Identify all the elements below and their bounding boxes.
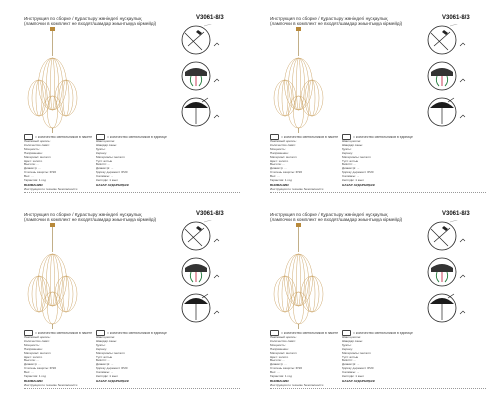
chandelier-illustration	[14, 222, 90, 332]
spec-line: Қуаты:	[96, 146, 106, 151]
assembly-steps	[174, 220, 230, 330]
spec-line: Кепілдік: 1 жыл	[96, 374, 118, 379]
warning-note: Инструкция по технике безопасности	[270, 383, 324, 388]
legend-right-label: = количество светильников в единице	[107, 330, 167, 335]
spec-line: Шамдар саны:	[96, 142, 117, 147]
spec-line: Высота: ...	[24, 162, 39, 167]
footer-rule	[24, 192, 240, 193]
legend-left-label: = количество светильников в пакете	[35, 330, 93, 335]
spec-line: Диаметр: ...	[24, 166, 41, 171]
spec-line: Цвет: золото	[270, 354, 289, 359]
spec-line: Ламповый цоколь:	[24, 139, 51, 143]
footer-rule	[270, 192, 486, 193]
assembly-steps	[174, 24, 230, 134]
step-2-diagram	[428, 258, 465, 286]
step-3-diagram	[428, 98, 465, 126]
spec-line: Түсі: алтын	[96, 158, 113, 163]
warning-heading: ВНИМАНИЕ!	[270, 379, 290, 384]
spec-line: Мощность:	[270, 146, 286, 151]
specs-right	[342, 140, 375, 188]
sheet-subtitle: (лампочки в комплект не входят/шамдар жиынтыққа кірмейді)	[24, 21, 157, 26]
step-2-diagram	[428, 62, 465, 90]
instruction-sheet-bottom-left	[12, 204, 252, 392]
step-3-diagram	[182, 98, 219, 126]
spec-line: Количество ламп:	[24, 338, 50, 343]
spec-line: Гарантия: 1 год	[24, 178, 47, 183]
spec-line: Түсі: алтын	[342, 354, 359, 359]
spec-line: Кернеу:	[342, 346, 354, 351]
spec-line: Материал: металл	[24, 154, 51, 159]
spec-line: Мощность:	[24, 342, 40, 347]
spec-line: Количество ламп:	[270, 338, 296, 343]
spec-line: Диаметрі: ...	[96, 362, 114, 367]
spec-line: Количество ламп:	[24, 142, 50, 147]
spec-line: Цвет: золото	[24, 158, 43, 163]
assembly-steps	[420, 220, 476, 330]
model-number: V3061-8/3	[442, 211, 470, 217]
spec-line: Гарантия: 1 год	[270, 178, 293, 183]
spec-line: Кернеу:	[96, 346, 108, 351]
spec-line: Қорғау дәрежесі: IP20	[342, 170, 374, 175]
spec-line: Салмағы: ...	[96, 370, 114, 375]
spec-line: Степень защиты: IP20	[24, 366, 57, 371]
spec-line: Количество ламп:	[270, 142, 296, 147]
spec-line: Кернеу:	[342, 150, 354, 155]
specs-left	[270, 336, 323, 388]
sheet-title: Инструкция по сборке / Құрастыру жөніндегі нұсқаулық	[270, 212, 388, 217]
spec-line: Шамдар саны:	[342, 338, 363, 343]
spec-line: Диаметр: ...	[270, 166, 287, 171]
warning-note: Инструкция по технике безопасности	[24, 187, 78, 192]
warning-heading: ВНИМАНИЕ!	[270, 183, 290, 188]
chandelier-illustration	[260, 26, 336, 136]
spec-line: Кепілдік: 1 жыл	[342, 374, 364, 379]
spec-line: Диаметр: ...	[24, 362, 41, 367]
spec-line: Шамдар саны:	[342, 142, 363, 147]
spec-line: Биіктігі: ...	[342, 358, 357, 363]
step-2-diagram	[182, 62, 219, 90]
step-3-diagram	[182, 294, 219, 322]
spec-line: Вес: ...	[270, 370, 280, 375]
spec-line: Материал: металл	[270, 154, 297, 159]
spec-line: Высота: ...	[270, 358, 285, 363]
spec-line: Түсі: алтын	[96, 354, 113, 359]
specs-right	[342, 336, 375, 384]
spec-line: Қорғау дәрежесі: IP20	[96, 170, 128, 175]
spec-line: Степень защиты: IP20	[270, 170, 303, 175]
assembly-steps	[420, 24, 476, 134]
spec-line: Напряжение:	[270, 346, 289, 351]
spec-line: Шам цокольі:	[342, 139, 362, 143]
spec-line: Шам цокольі:	[96, 335, 116, 339]
sheet-title: Инструкция по сборке / Құрастыру жөніндегі нұсқаулық	[24, 212, 142, 217]
footer-rule	[24, 388, 240, 389]
spec-line: Қуаты:	[342, 146, 352, 151]
spec-line: Шам цокольі:	[342, 335, 362, 339]
step-2-diagram	[182, 258, 219, 286]
model-number: V3061-8/3	[196, 211, 224, 217]
warning-heading: ВНИМАНИЕ!	[24, 379, 44, 384]
spec-line: Қуаты:	[96, 342, 106, 347]
instruction-sheet-bottom-right	[258, 204, 498, 392]
legend-right-label: = количество светильников в единице	[353, 134, 413, 139]
spec-line: Кернеу:	[96, 150, 108, 155]
specs-left	[24, 336, 77, 388]
spec-line: Биіктігі: ...	[96, 358, 111, 363]
warning-note: Инструкция по технике безопасности	[24, 383, 78, 388]
spec-line: Материалы: металл	[96, 154, 125, 159]
legend-left-label: = количество светильников в пакете	[281, 134, 339, 139]
specs-right	[96, 140, 129, 188]
spec-line: Биіктігі: ...	[96, 162, 111, 167]
spec-line: Вес: ...	[24, 370, 34, 375]
step-1-diagram	[428, 24, 465, 54]
specs-left	[270, 140, 323, 192]
chandelier-illustration	[260, 222, 336, 332]
spec-line: Диаметрі: ...	[96, 166, 114, 171]
spec-line: Қуаты:	[342, 342, 352, 347]
legend-right-label: = количество светильников в единице	[107, 134, 167, 139]
sheet-title: Инструкция по сборке / Құрастыру жөніндегі нұсқаулық	[24, 16, 142, 21]
sheet-subtitle: (лампочки в комплект не входят/шамдар жиынтыққа кірмейді)	[270, 21, 403, 26]
spec-line: Түсі: алтын	[342, 158, 359, 163]
warning-note: Инструкция по технике безопасности	[270, 187, 324, 192]
spec-line: Материалы: металл	[342, 154, 371, 159]
spec-line: Кепілдік: 1 жыл	[342, 178, 364, 183]
warning-heading: НАЗАР АУДАРЫҢЫЗ!	[342, 183, 376, 188]
spec-line: Гарантия: 1 год	[24, 374, 47, 379]
step-1-diagram	[182, 24, 219, 54]
spec-line: Высота: ...	[270, 162, 285, 167]
spec-line: Диаметрі: ...	[342, 166, 360, 171]
spec-line: Ламповый цоколь:	[270, 139, 297, 143]
spec-line: Материалы: металл	[96, 350, 125, 355]
spec-line: Кепілдік: 1 жыл	[96, 178, 118, 183]
spec-line: Гарантия: 1 год	[270, 374, 293, 379]
spec-line: Салмағы: ...	[342, 370, 360, 375]
warning-heading: НАЗАР АУДАРЫҢЫЗ!	[96, 183, 130, 188]
spec-line: Диаметрі: ...	[342, 362, 360, 367]
spec-line: Салмағы: ...	[96, 174, 114, 179]
spec-line: Степень защиты: IP20	[24, 170, 57, 175]
model-number: V3061-8/3	[442, 15, 470, 21]
legend-left-label: = количество светильников в пакете	[35, 134, 93, 139]
spec-line: Мощность:	[270, 342, 286, 347]
spec-line: Высота: ...	[24, 358, 39, 363]
specs-right	[96, 336, 129, 384]
spec-line: Салмағы: ...	[342, 174, 360, 179]
spec-line: Напряжение:	[270, 150, 289, 155]
legend-right-label: = количество светильников в единице	[353, 330, 413, 335]
instruction-sheet-top-left	[12, 8, 252, 196]
spec-line: Материалы: металл	[342, 350, 371, 355]
sheet-subtitle: (лампочки в комплект не входят/шамдар жиынтыққа кірмейді)	[270, 217, 403, 222]
spec-line: Қорғау дәрежесі: IP20	[96, 366, 128, 371]
spec-line: Ламповый цоколь:	[270, 335, 297, 339]
spec-line: Напряжение:	[24, 346, 43, 351]
spec-line: Степень защиты: IP20	[270, 366, 303, 371]
spec-line: Цвет: золото	[270, 158, 289, 163]
spec-line: Вес: ...	[24, 174, 34, 179]
chandelier-illustration	[14, 26, 90, 136]
spec-line: Цвет: золото	[24, 354, 43, 359]
sheet-subtitle: (лампочки в комплект не входят/шамдар жиынтыққа кірмейді)	[24, 217, 157, 222]
sheet-title: Инструкция по сборке / Құрастыру жөніндегі нұсқаулық	[270, 16, 388, 21]
spec-line: Материал: металл	[270, 350, 297, 355]
spec-line: Вес: ...	[270, 174, 280, 179]
model-number: V3061-8/3	[196, 15, 224, 21]
spec-line: Диаметр: ...	[270, 362, 287, 367]
spec-line: Қорғау дәрежесі: IP20	[342, 366, 374, 371]
step-3-diagram	[428, 294, 465, 322]
warning-heading: ВНИМАНИЕ!	[24, 183, 44, 188]
spec-line: Материал: металл	[24, 350, 51, 355]
instruction-sheet-top-right	[258, 8, 498, 196]
spec-line: Шам цокольі:	[96, 139, 116, 143]
warning-heading: НАЗАР АУДАРЫҢЫЗ!	[342, 379, 376, 384]
footer-rule	[270, 388, 486, 389]
spec-line: Мощность:	[24, 146, 40, 151]
spec-line: Шамдар саны:	[96, 338, 117, 343]
spec-line: Ламповый цоколь:	[24, 335, 51, 339]
step-1-diagram	[428, 220, 465, 250]
spec-line: Напряжение:	[24, 150, 43, 155]
step-1-diagram	[182, 220, 219, 250]
specs-left	[24, 140, 77, 192]
legend-left-label: = количество светильников в пакете	[281, 330, 339, 335]
spec-line: Биіктігі: ...	[342, 162, 357, 167]
warning-heading: НАЗАР АУДАРЫҢЫЗ!	[96, 379, 130, 384]
